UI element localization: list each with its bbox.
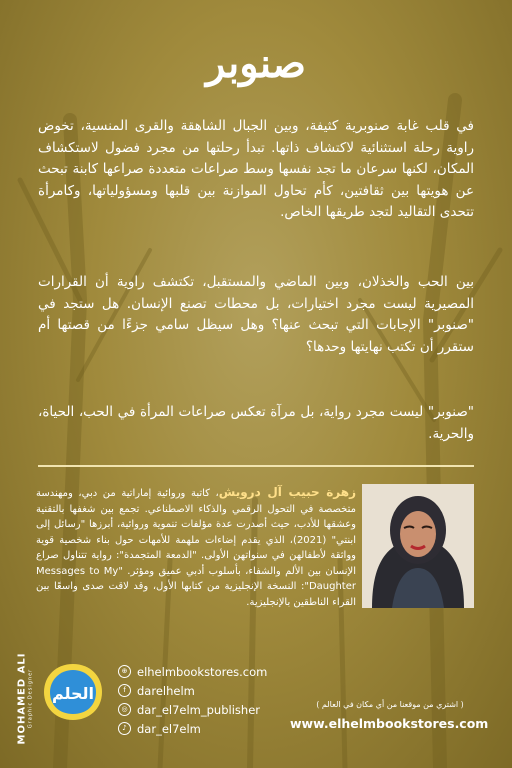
facebook-icon: f <box>118 684 131 697</box>
website-link[interactable]: www.elhelmbookstores.com <box>290 716 489 731</box>
social-tiktok-text: dar_el7elm <box>137 721 201 736</box>
social-facebook-text: darelhelm <box>137 683 195 698</box>
divider <box>38 465 474 467</box>
globe-icon: ⊕ <box>118 665 131 678</box>
tiktok-icon: ♪ <box>118 722 131 735</box>
instagram-icon: ◎ <box>118 703 131 716</box>
author-bio <box>36 485 356 610</box>
logo-text: الحلم <box>51 684 95 703</box>
publisher-logo <box>40 662 106 724</box>
designer-credit <box>17 644 34 754</box>
social-instagram[interactable] <box>118 700 318 719</box>
social-tiktok[interactable] <box>118 719 318 738</box>
social-website-text: elhelmbookstores.com <box>137 664 268 679</box>
social-facebook[interactable] <box>118 681 318 700</box>
author-photo <box>362 484 474 608</box>
author-bio-text: ، كاتبة وروائية إماراتية من دبي، ومهندسة متخصصة في التحول الرقمي والذكاء الاصطناعي. تجمع بين شغفها بالتقنية وعشقها للأدب، حيث أصدرت عدة مؤلفات تنموية وروائية، أبرزها "رسائل إلى ابنتي" (2021)، الذي يقدم إضاءات ملهمة للأمهات حول بناء شخصية قوية وواثقة لأطفالهن في سنواتهن الأولى. "الدمعة المتجمدة": رواية تتناول صراع الإنسان بين الألم والشفاء، بأسلوب أدبي عميق ومؤثر. "Messages to My Daughter": النسخة الإنجليزية من كتابها الأول، وقد لاقت صدى واسعًا بين القراء الناطقين بالإنجليزية. <box>36 488 356 608</box>
synopsis-paragraph-2: بين الحب والخذلان، وبين الماضي والمستقبل، تكتشف راوية أن القرارات المصيرية ليست مجرد اختيارات، بل محطات تصنع الإنسان. هل ستجد في "صنوبر" الإجابات التي تبحث عنها؟ وهل سيظل سامي جزءًا من قصتها أم ستقرر أن تكتب نهايتها وحدها؟ <box>38 274 474 355</box>
author-name: زهرة حبيب آل درويش <box>218 485 356 499</box>
designer-role: Graphic Designer <box>27 668 34 729</box>
synopsis-paragraph-1: في قلب غابة صنوبرية كثيفة، وبين الجبال الشاهقة والقرى المنسية، تخوض راوية رحلة استثنائية لاكتشاف ذاتها. تبدأ رحلتها من مجرد فضول لاستكشاف المكان، لكنها سرعان ما تجد نفسها وسط صراعات متعددة صراعها كابنة تبحث عن هويتها بين ثقافتين، كأم تحاول الموازنة بين قلبها ومسؤولياتها، وكامرأة تتحدى التقاليد لتجد طريقها الخاص. <box>38 118 474 220</box>
designer-name: MOHAMED ALI <box>16 652 28 745</box>
social-links <box>118 662 318 738</box>
social-website[interactable] <box>118 662 318 681</box>
synopsis-paragraph-3: "صنوبر" ليست مجرد رواية، بل مرآة تعكس صراعات المرأة في الحب، الحياة، والحرية. <box>38 404 474 442</box>
buy-note: ( اشتري من موقعنا من أي مكان في العالم ) <box>316 700 464 709</box>
book-title: صنوبر <box>206 40 306 87</box>
social-instagram-text: dar_el7elm_publisher <box>137 702 260 717</box>
